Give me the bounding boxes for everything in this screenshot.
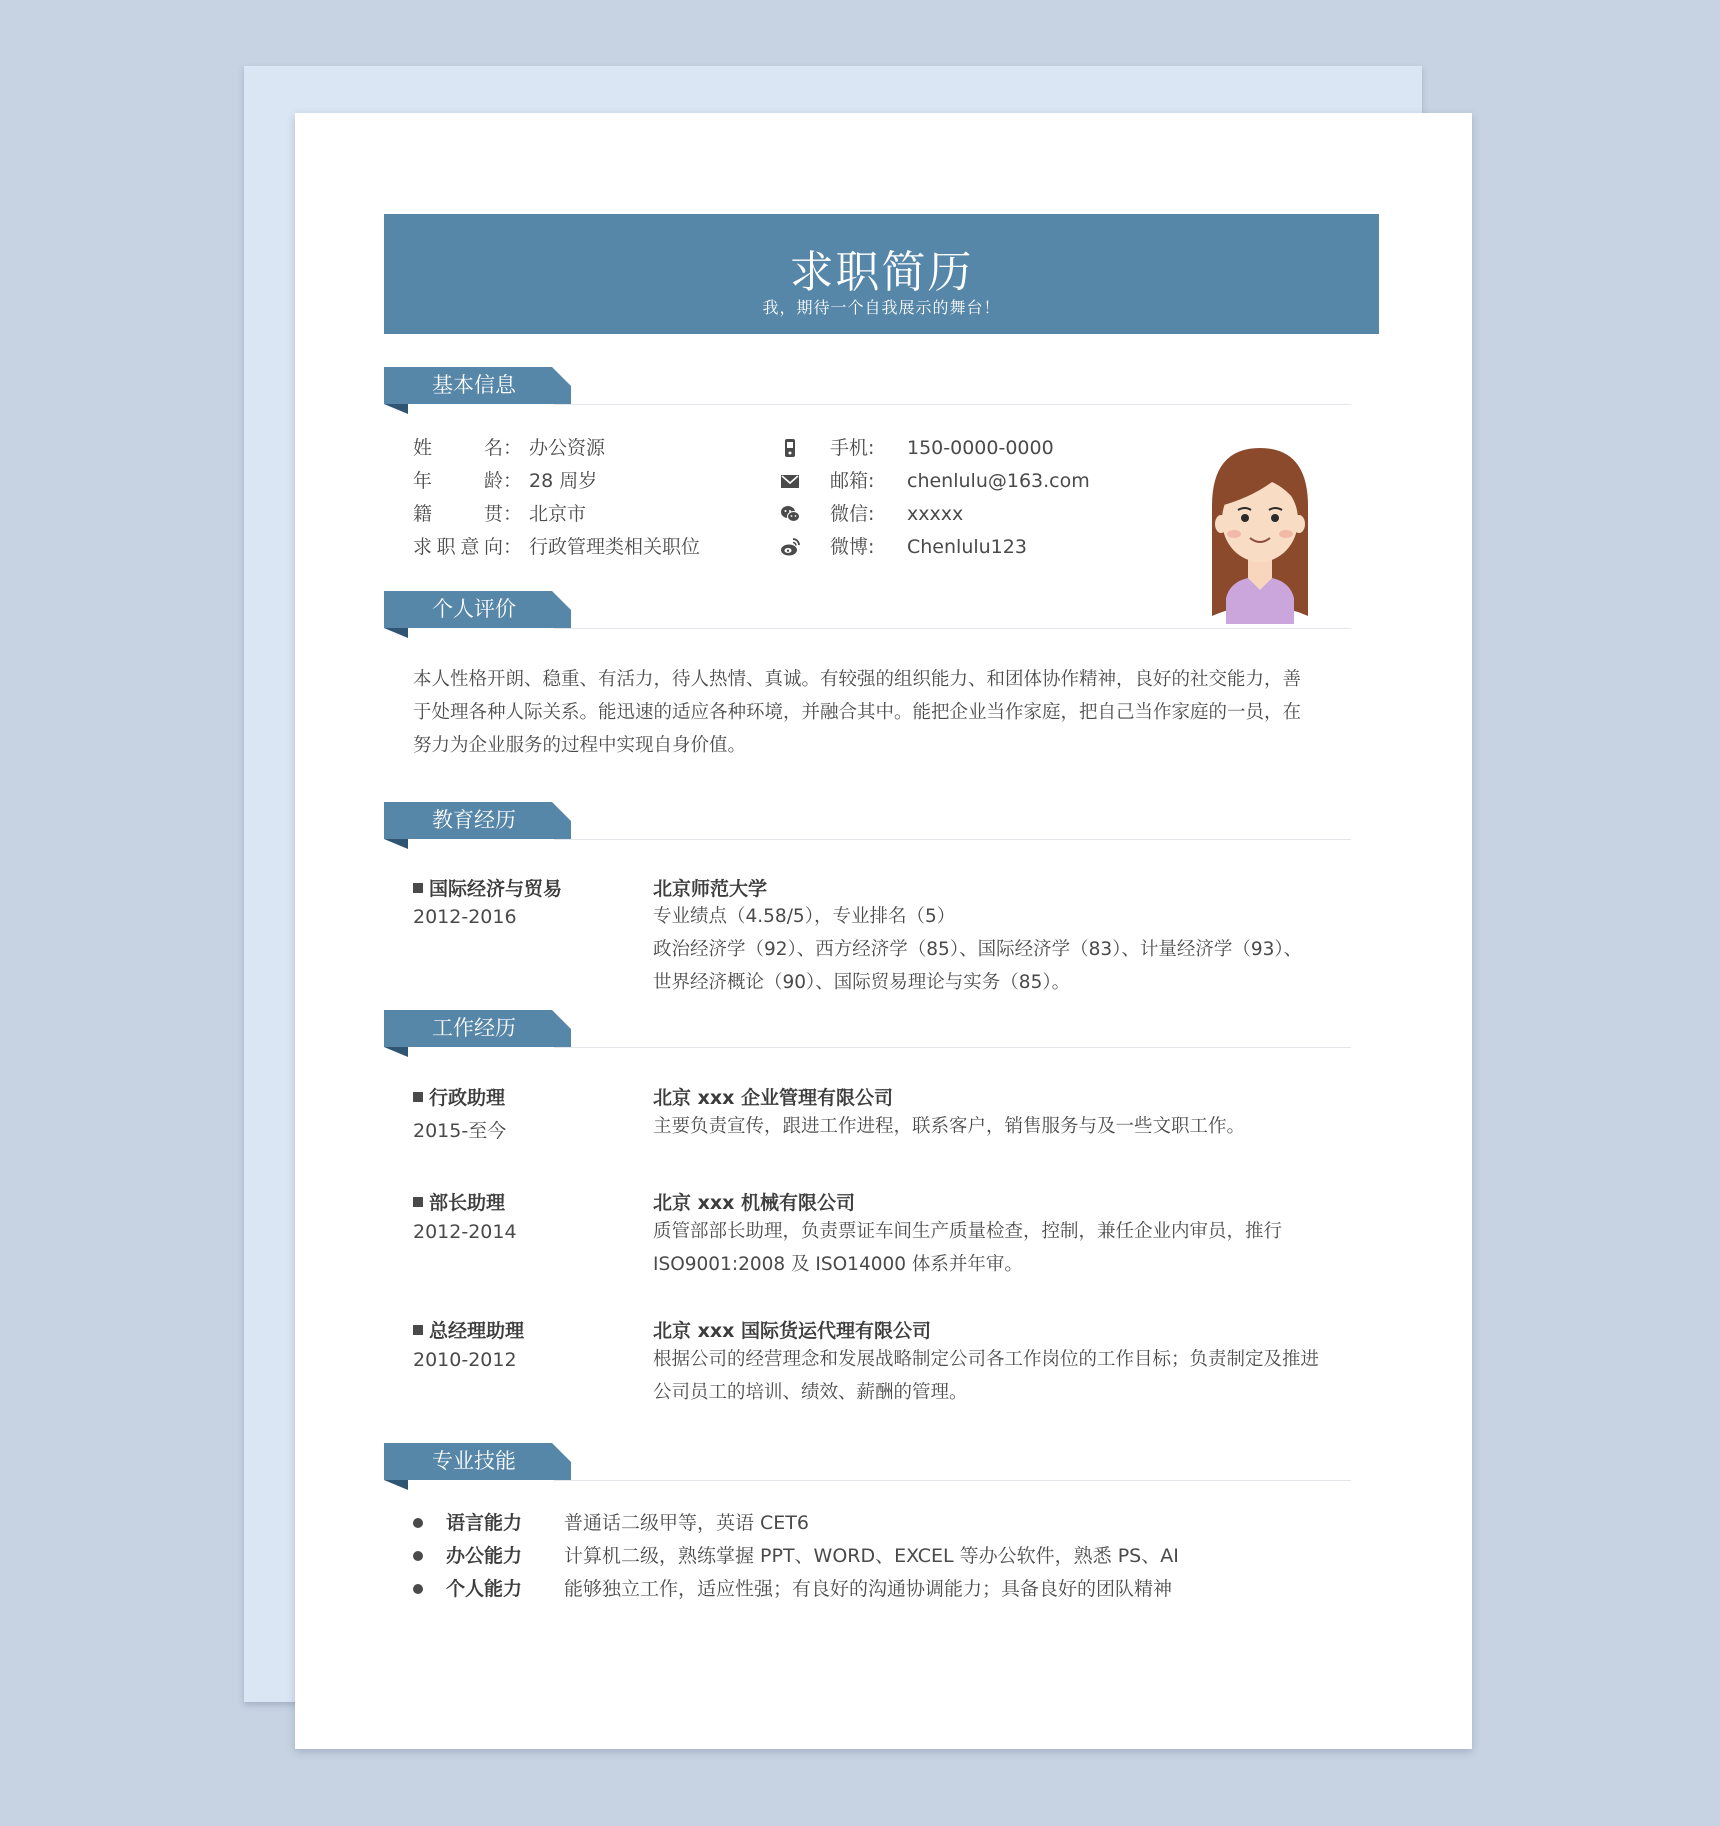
skill-description: 普通话二级甲等，英语 CET6 [564,1512,810,1534]
section-header-skills [384,1443,1351,1493]
work-company: 北京 xxx 企业管理有限公司 [653,1087,893,1109]
bullet-icon [413,1518,423,1528]
info-intent: 求职意向 ： 行政管理类相关职位 [413,536,701,558]
wechat-value: xxxxx [907,503,964,525]
work-title: 部长助理 [413,1188,505,1215]
section-title: 工作经历 [432,1016,516,1040]
divider [554,1480,1351,1481]
divider [554,1047,1351,1048]
divider [554,628,1351,629]
divider [554,404,1351,405]
work-period: 2015-至今 [413,1120,507,1142]
section-title: 专业技能 [432,1449,516,1473]
work-description [653,1215,1343,1281]
paragraph-line: 本人性格开朗、稳重、有活力，待人热情、真诚。有较强的组织能力、和团体协作精神，良好的社交能力，善 [413,669,1302,690]
work-title: 行政助理 [413,1083,505,1110]
resume-page [295,113,1472,1749]
weibo-value: Chenlulu123 [907,536,1027,558]
education-details [653,900,1343,999]
skill-name: 个人能力 [446,1578,523,1600]
skill-description: 计算机二级，熟练掌握 PPT、WORD、EXCEL 等办公软件，熟悉 PS、AI [564,1545,1179,1567]
work-company: 北京 xxx 国际货运代理有限公司 [653,1320,931,1342]
email-label: 邮箱: [830,470,875,492]
education-school: 北京师范大学 [653,878,768,900]
info-origin: 籍贯 ： 北京市 [413,503,587,525]
skill-description: 能够独立工作，适应性强；有良好的沟通协调能力；具备良好的团队精神 [564,1578,1173,1600]
section-header-basic [384,367,1351,417]
bullet-icon [413,1584,423,1594]
resume-title: 求职简历 [789,247,974,298]
education-period: 2012-2016 [413,906,517,928]
envelope-icon [779,470,801,492]
skill-name: 语言能力 [446,1512,523,1534]
education-major: 国际经济与贸易 [413,874,562,901]
paragraph-line: 努力为企业服务的过程中实现自身价值。 [413,735,747,756]
section-header-evaluation [384,591,1351,641]
email-value[interactable]: chenlulu@163.com [907,470,1090,492]
detail-line: 根据公司的经营理念和发展战略制定公司各工作岗位的工作目标；负责制定及推进 [653,1349,1320,1370]
detail-line: 质管部部长助理，负责票证车间生产质量检查，控制，兼任企业内审员，推行 [653,1221,1283,1242]
paragraph-line: 于处理各种人际关系。能迅速的适应各种环境，并融合其中。能把企业当作家庭，把自己当作家庭的一员，在 [413,702,1302,723]
section-header-work [384,1010,1351,1060]
wechat-label: 微信: [830,503,875,525]
detail-line: ISO9001:2008 及 ISO14000 体系并年审。 [653,1254,1023,1275]
skill-name: 办公能力 [446,1545,523,1567]
detail-line: 政治经济学（92）、西方经济学（85）、国际经济学（83）、计量经济学（93）、 [653,939,1303,960]
self-evaluation [413,663,1343,762]
phone-value: 150-0000-0000 [907,437,1054,459]
phone-icon [779,437,801,459]
section-title: 基本信息 [432,373,516,397]
info-age: 年龄 ： 28 周岁 [413,470,598,492]
bullet-icon [413,1551,423,1561]
work-title: 总经理助理 [413,1316,524,1343]
work-description [653,1110,1343,1143]
work-company: 北京 xxx 机械有限公司 [653,1192,855,1214]
wechat-icon [779,503,801,525]
detail-line: 主要负责宣传，跟进工作进程，联系客户，销售服务与及一些文职工作。 [653,1116,1246,1137]
detail-line: 世界经济概论（90）、国际贸易理论与实务（85）。 [653,972,1071,993]
section-title: 个人评价 [432,597,516,621]
weibo-label: 微博: [830,536,875,558]
work-period: 2012-2014 [413,1221,517,1243]
work-period: 2010-2012 [413,1349,517,1371]
resume-subtitle: 我，期待一个自我展示的舞台！ [762,298,1001,317]
section-title: 教育经历 [432,808,516,832]
weibo-icon [779,536,801,558]
detail-line: 公司员工的培训、绩效、薪酬的管理。 [653,1382,968,1403]
section-header-education [384,802,1351,852]
detail-line: 专业绩点（4.58/5），专业排名（5） [653,906,956,927]
header-banner [384,214,1379,334]
phone-label: 手机: [830,437,875,459]
info-name: 姓名 ： 办公资源 [413,437,606,459]
work-description [653,1343,1343,1409]
divider [554,839,1351,840]
